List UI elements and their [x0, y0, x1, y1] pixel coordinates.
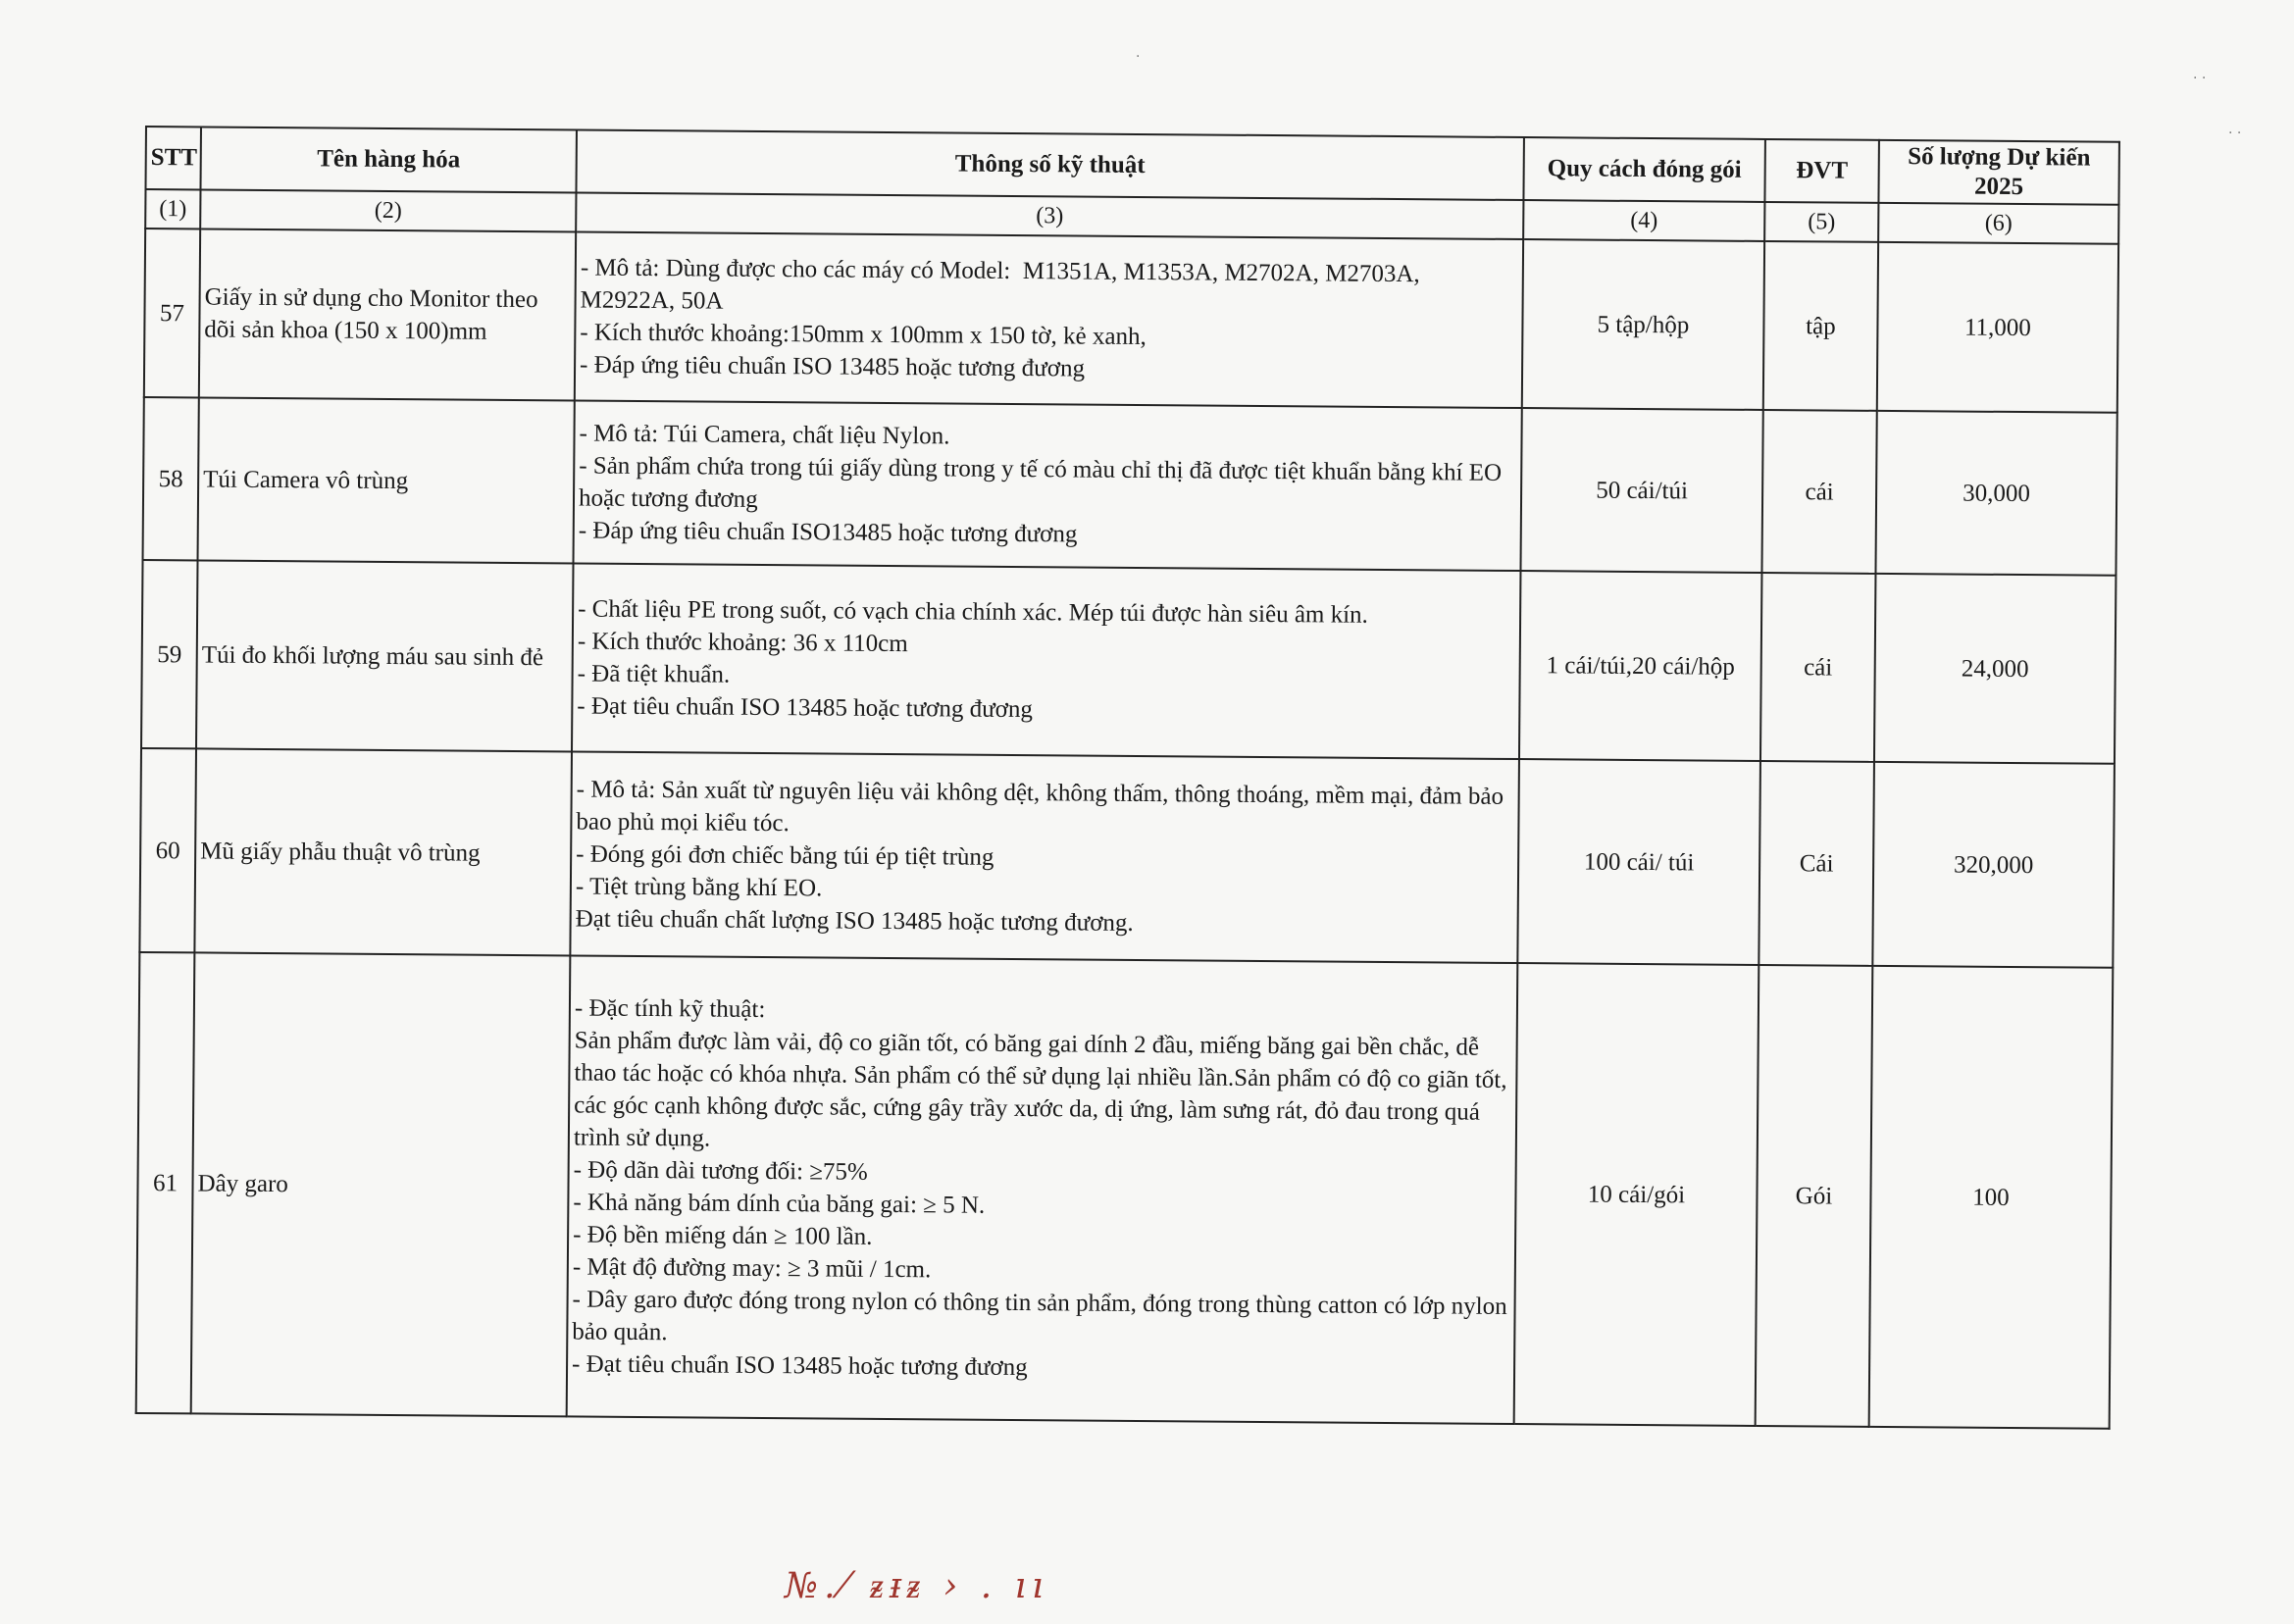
table-row [143, 397, 2117, 576]
row-stt: 61 [136, 952, 195, 1413]
row-quantity: 320,000 [1872, 762, 2115, 968]
header-name: Tên hàng hóa [200, 127, 576, 192]
spec-line: - Mật độ đường may: ≥ 3 mũi / 1cm. [572, 1253, 932, 1284]
row-unit: cái [1760, 573, 1876, 762]
column-index: (2) [200, 189, 576, 231]
row-packing: 5 tập/hộp [1522, 239, 1764, 410]
row-quantity: 11,000 [1877, 242, 2118, 413]
scan-speck: · · [2193, 71, 2207, 86]
table-row [136, 952, 2114, 1429]
header-stt: STT [145, 127, 201, 189]
spec-line: - Mô tả: Dùng được cho các máy có Model: M1351A, M1353A, M2702A, M2703A, M2922A, 50A [580, 254, 1427, 315]
header-quantity: Số lượng Dự kiến 2025 [1878, 140, 2118, 205]
header-packing: Quy cách đóng gói [1523, 137, 1764, 202]
row-spec [567, 955, 1518, 1424]
spec-line: - Tiệt trùng bằng khí EO. [575, 872, 823, 901]
row-quantity: 100 [1869, 966, 2114, 1429]
spec-line: - Kích thước khoảng:150mm x 100mm x 150 tờ, kẻ xanh, [580, 319, 1147, 351]
row-stt: 60 [139, 748, 196, 952]
spec-line: - Đạt tiêu chuẩn ISO 13485 hoặc tương đương [571, 1350, 1028, 1382]
row-spec [575, 231, 1523, 408]
row-quantity: 30,000 [1875, 411, 2116, 576]
column-index: (4) [1523, 200, 1764, 241]
spec-line: - Độ dãn dài tương đối: ≥75% [573, 1156, 868, 1186]
row-stt: 58 [143, 397, 199, 560]
table-row [141, 560, 2116, 764]
column-index: (5) [1764, 202, 1878, 242]
row-packing: 100 cái/ túi [1517, 759, 1760, 965]
scan-speck: · [1136, 49, 1141, 65]
spec-line: - Chất liệu PE trong suốt, có vạch chia chính xác. Mép túi được hàn siêu âm kín. [578, 595, 1368, 629]
row-unit: cái [1761, 410, 1876, 574]
row-item-name: Túi đo khối lượng máu sau sinh đẻ [196, 560, 573, 751]
row-unit: Cái [1759, 761, 1874, 966]
row-item-name: Mũ giấy phẫu thuật vô trùng [194, 748, 572, 955]
row-item-name: Giấy in sử dụng cho Monitor theo dõi sản khoa (150 x 100)mm [199, 228, 576, 400]
spec-line: - Đạt tiêu chuẩn ISO 13485 hoặc tương đương [577, 692, 1034, 724]
column-index: (6) [1878, 203, 2118, 244]
column-index: (1) [145, 189, 200, 228]
spec-line: - Mô tả: Sản xuất từ nguyên liệu vải không dệt, không thấm, thông thoáng, mềm mại, đảm bảo bao phủ mọi kiểu tóc. [576, 775, 1510, 837]
spec-line: - Khả năng bám dính của băng gai: ≥ 5 N. [573, 1189, 986, 1219]
spec-line: - Đóng gói đơn chiếc bằng túi ép tiệt trùng [576, 839, 994, 871]
row-item-name: Dây garo [191, 952, 571, 1416]
scan-speck: · · [2228, 126, 2242, 141]
row-spec [572, 563, 1520, 759]
spec-line: - Đáp ứng tiêu chuẩn ISO 13485 hoặc tương đương [579, 351, 1086, 382]
row-spec [570, 751, 1519, 963]
spec-line: - Đã tiệt khuẩn. [577, 660, 731, 688]
header-spec: Thông số kỹ thuật [576, 129, 1523, 200]
document-sheet [135, 126, 2118, 1430]
row-stt: 59 [141, 560, 198, 748]
column-index: (3) [576, 192, 1523, 239]
spec-line: - Đặc tính kỹ thuật: [574, 994, 766, 1023]
spec-line: - Mô tả: Túi Camera, chất liệu Nylon. [579, 420, 950, 450]
table-row [139, 748, 2115, 968]
spec-line: - Độ bền miếng dán ≥ 100 lần. [573, 1221, 873, 1250]
goods-spec-table [135, 126, 2120, 1430]
row-packing: 50 cái/túi [1520, 408, 1762, 573]
row-packing: 10 cái/gói [1514, 963, 1759, 1426]
spec-line: Sản phẩm được làm vải, độ co giãn tốt, có băng gai dính 2 đầu, miếng băng gai bền chắc, dễ thao tác hoặc có khóa nhựa. Sản phẩm có thể sử dụng lại nhiều lần.Sản phẩm có độ co giãn tốt, các góc cạnh không được sắc, cứng gây trầy xước da, dị ứng, làm sưng rát, đỏ đau trong quá trình sử dụng. [573, 1027, 1513, 1152]
row-item-name: Túi Camera vô trùng [198, 397, 575, 563]
row-quantity: 24,000 [1874, 574, 2116, 764]
row-packing: 1 cái/túi,20 cái/hộp [1519, 571, 1762, 761]
row-spec [574, 400, 1522, 571]
row-stt: 57 [144, 228, 200, 397]
row-unit: tập [1763, 241, 1878, 411]
row-unit: Gói [1756, 965, 1873, 1427]
table-row [144, 228, 2118, 413]
handwritten-mark: №.⁄ ᵶᵻᵶ › . ıı [785, 1566, 1049, 1606]
spec-line: - Dây garo được đóng trong nylon có thông tin sản phẩm, đóng trong thùng catton có lớp nylon bảo quản. [572, 1286, 1513, 1346]
header-unit: ĐVT [1764, 139, 1878, 203]
spec-line: Đạt tiêu chuẩn chất lượng ISO 13485 hoặc tương đương. [575, 904, 1134, 937]
spec-line: - Kích thước khoảng: 36 x 110cm [577, 628, 908, 658]
spec-line: - Đáp ứng tiêu chuẩn ISO13485 hoặc tương đương [578, 517, 1078, 548]
spec-line: - Sản phẩm chứa trong túi giấy dùng trong y tế có màu chỉ thị đã được tiệt khuẩn bằng khí EO hoặc tương đương [578, 452, 1508, 513]
